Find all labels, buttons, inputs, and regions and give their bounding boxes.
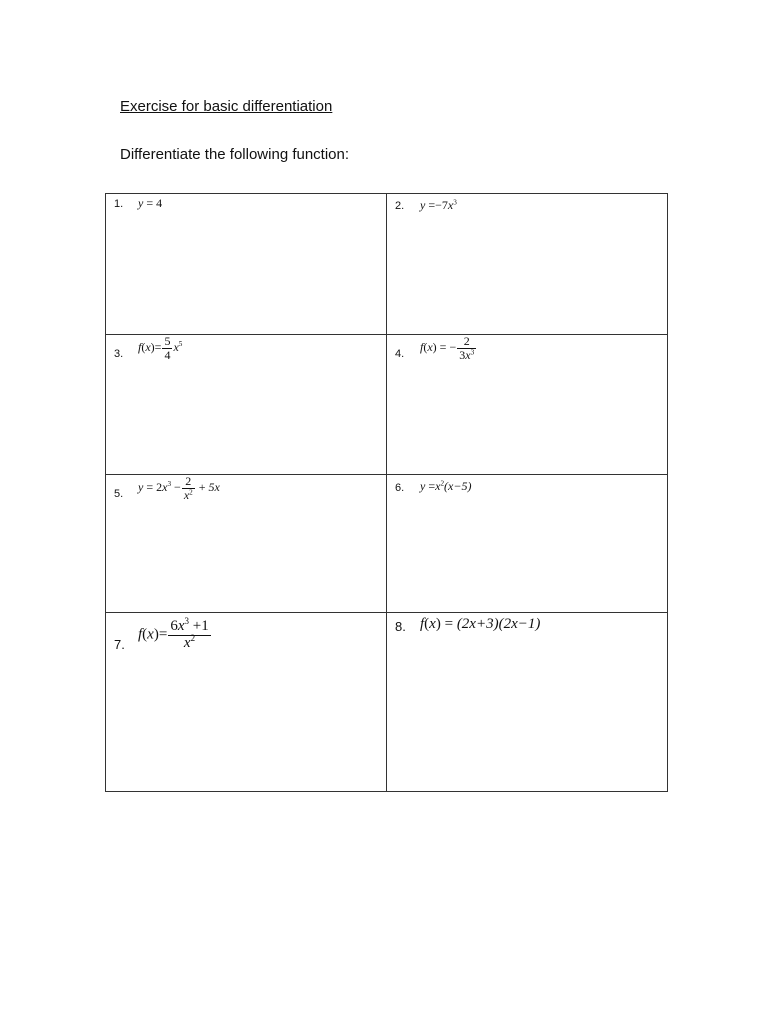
- problem-number: 6.: [395, 482, 405, 494]
- problem-number: 8.: [395, 619, 406, 634]
- problem-expression: f(x)= $\frac{5}{4}$ $x^5$: [138, 334, 183, 362]
- problem-cell-5: [106, 475, 386, 612]
- problem-cell-4: [387, 335, 669, 474]
- problem-expression: $y =x^2(x-5)$: [420, 479, 472, 493]
- problem-number: 2.: [395, 200, 405, 212]
- instruction-text: Differentiate the following function:: [120, 146, 350, 163]
- problem-number: 4.: [395, 348, 405, 360]
- problem-expression: f(x) = − $\frac{2}{3x^3}$: [420, 334, 475, 362]
- problem-cell-7: [106, 613, 386, 793]
- page-title: Exercise for basic differentiation: [120, 98, 333, 115]
- problem-number: 1.: [114, 198, 124, 210]
- problem-cell-8: [387, 613, 669, 793]
- problem-expression: f(x) = (2x+3)(2x−1): [420, 616, 541, 632]
- problem-cell-6: [387, 475, 669, 612]
- problem-expression: f(x)= $\frac{6x^3 +1}{x^2}$: [138, 616, 209, 651]
- problem-cell-3: [106, 335, 386, 474]
- problem-cell-1: [106, 194, 386, 334]
- problem-number: 7.: [114, 637, 125, 652]
- exercise-table: [105, 193, 668, 792]
- problem-cell-2: [387, 194, 669, 334]
- problem-number: 3.: [114, 348, 124, 360]
- problem-number: 5.: [114, 488, 124, 500]
- problem-expression: $y = 2x^3$ − $\frac{2}{x^2}$ + 5x: [138, 474, 220, 502]
- problem-expression: $y =-7x^3$: [420, 198, 457, 212]
- problem-expression: y = 4: [138, 196, 163, 210]
